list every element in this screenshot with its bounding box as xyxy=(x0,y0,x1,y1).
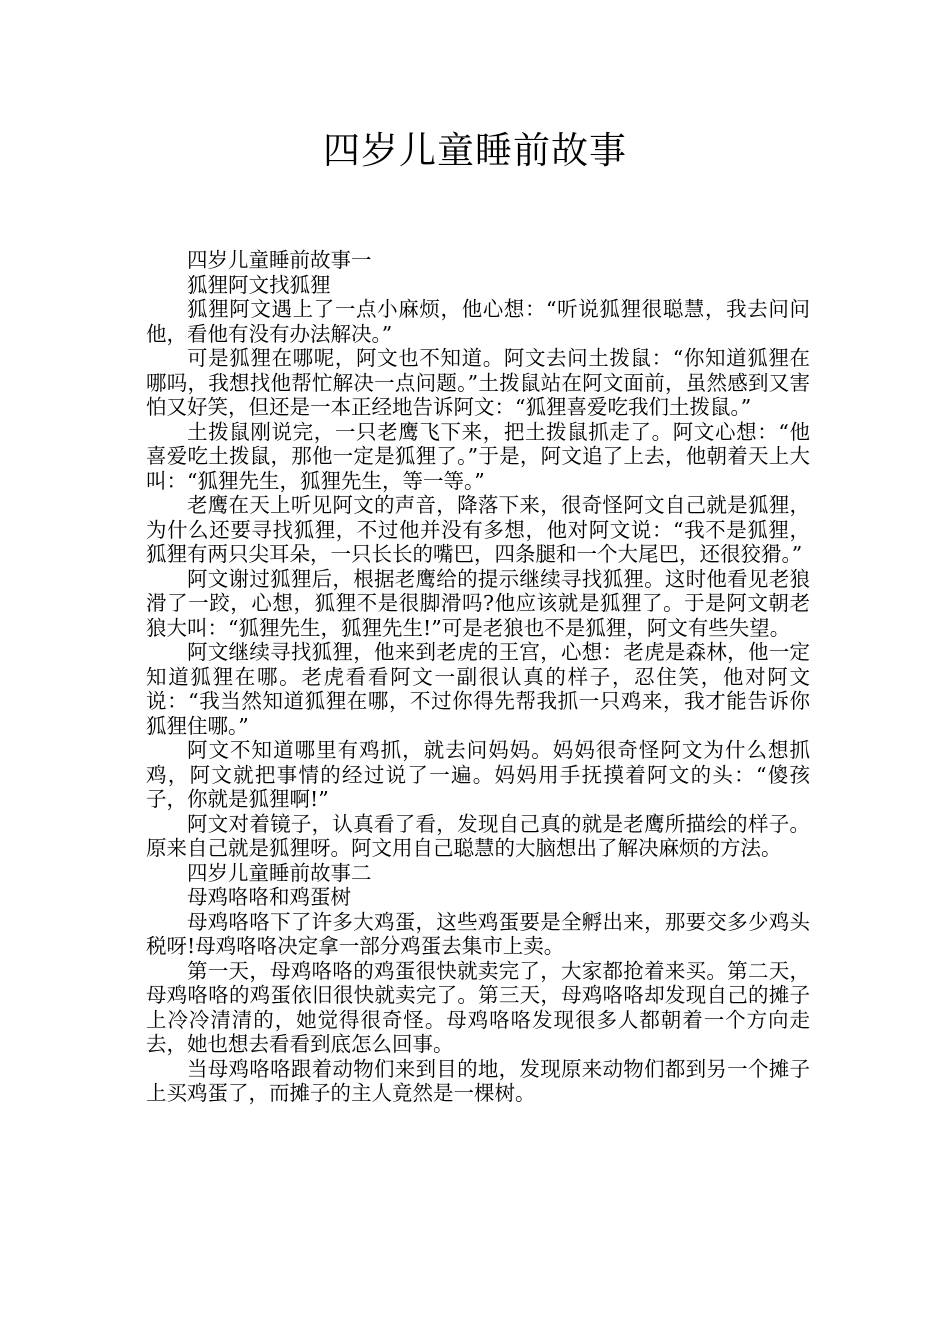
body-paragraph: 可是狐狸在哪呢，阿文也不知道。阿文去问土拨鼠：“你知道狐狸在哪吗，我想找他帮忙解决一点问题。”土拨鼠站在阿文面前，虽然感到又害怕又好笑，但还是一本正经地告诉阿文：“狐狸喜爱吃我们土拨鼠。” xyxy=(146,346,810,419)
story-title: 母鸡咯咯和鸡蛋树 xyxy=(187,885,351,909)
body-paragraph: 老鹰在天上听见阿文的声音，降落下来，很奇怪阿文自己就是狐狸，为什么还要寻找狐狸，不过他并没有多想，他对阿文说：“我不是狐狸，狐狸有两只尖耳朵，一只长长的嘴巴，四条腿和一个大尾巴，还很狡猾。” xyxy=(146,493,810,566)
document-body xyxy=(146,248,810,1106)
body-paragraph: 第一天，母鸡咯咯的鸡蛋很快就卖完了，大家都抢着来买。第二天，母鸡咯咯的鸡蛋依旧很快就卖完了。第三天，母鸡咯咯却发现自己的摊子上冷冷清清的，她觉得很奇怪。母鸡咯咯发现很多人都朝着一个方向走去，她也想去看看到底怎么回事。 xyxy=(146,958,810,1056)
section-heading: 四岁儿童睡前故事二 xyxy=(187,860,372,885)
body-paragraph: 阿文不知道哪里有鸡抓，就去问妈妈。妈妈很奇怪阿文为什么想抓鸡，阿文就把事情的经过说了一遍。妈妈用手抚摸着阿文的头：“傻孩子，你就是狐狸啊!” xyxy=(146,738,810,811)
body-paragraph: 阿文继续寻找狐狸，他来到老虎的王宫，心想：老虎是森林，他一定知道狐狸在哪。老虎看看阿文一副很认真的样子，忍住笑，他对阿文说：“我当然知道狐狸在哪，不过你得先帮我抓一只鸡来，我才能告诉你狐狸住哪。” xyxy=(146,640,810,738)
story-title: 狐狸阿文找狐狸 xyxy=(187,272,331,297)
document-title: 四岁儿童睡前故事 xyxy=(323,129,627,172)
body-paragraph: 阿文对着镜子，认真看了看，发现自己真的就是老鹰所描绘的样子。原来自己就是狐狸呀。阿文用自己聪慧的大脑想出了解决麻烦的方法。 xyxy=(146,811,810,860)
section-heading: 四岁儿童睡前故事一 xyxy=(187,248,372,272)
body-paragraph: 狐狸阿文遇上了一点小麻烦，他心想：“听说狐狸很聪慧，我去问问他，看他有没有办法解决。” xyxy=(146,297,810,346)
body-paragraph: 当母鸡咯咯跟着动物们来到目的地，发现原来动物们都到另一个摊子上买鸡蛋了，而摊子的主人竟然是一棵树。 xyxy=(146,1056,810,1105)
body-paragraph: 母鸡咯咯下了许多大鸡蛋，这些鸡蛋要是全孵出来，那要交多少鸡头税呀!母鸡咯咯决定拿一部分鸡蛋去集市上卖。 xyxy=(146,909,810,958)
body-paragraph: 阿文谢过狐狸后，根据老鹰给的提示继续寻找狐狸。这时他看见老狼滑了一跤，心想，狐狸不是很脚滑吗?他应该就是狐狸了。于是阿文朝老狼大叫：“狐狸先生，狐狸先生!”可是老狼也不是狐狸，阿文有些失望。 xyxy=(146,566,810,640)
body-paragraph: 土拨鼠刚说完，一只老鹰飞下来，把土拨鼠抓走了。阿文心想：“他喜爱吃土拨鼠，那他一定是狐狸了。”于是，阿文追了上去，他朝着天上大叫：“狐狸先生，狐狸先生，等一等。” xyxy=(146,419,810,493)
